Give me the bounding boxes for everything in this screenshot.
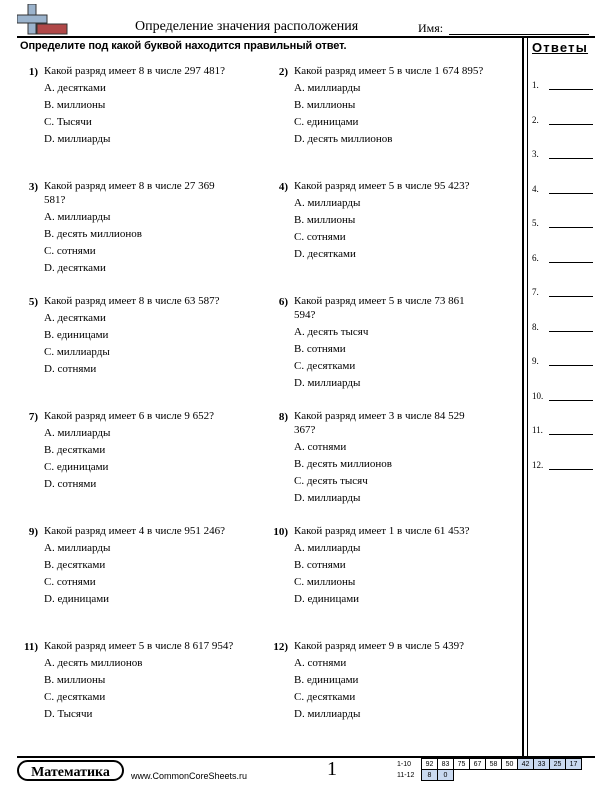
answer-options	[294, 324, 500, 392]
question-number: 5)	[28, 296, 38, 308]
question-number: 4)	[278, 181, 288, 193]
page-number: 1	[327, 758, 337, 780]
answer-options	[44, 425, 250, 493]
answer-option[interactable]: A. десять тысяч	[294, 326, 369, 338]
answer-option[interactable]: C. десятками	[294, 691, 356, 703]
answer-blank[interactable]	[549, 262, 593, 263]
answers-heading: Ответы	[532, 40, 589, 55]
answer-number: 1.	[532, 80, 539, 90]
question-item	[20, 524, 250, 608]
answer-number: 3.	[532, 149, 539, 159]
question-item	[20, 64, 250, 148]
answer-blank[interactable]	[549, 400, 593, 401]
answer-row	[532, 80, 594, 90]
answer-blank[interactable]	[549, 227, 593, 228]
answer-row	[532, 149, 594, 159]
question-item	[270, 639, 500, 723]
question-item	[270, 294, 500, 392]
answer-option[interactable]: D. десятками	[294, 248, 356, 260]
answer-row	[532, 322, 594, 332]
answer-number: 9.	[532, 356, 539, 366]
answer-blank[interactable]	[549, 434, 593, 435]
answer-option[interactable]: D. сотнями	[44, 478, 97, 490]
answer-option[interactable]: C. сотнями	[44, 245, 96, 257]
answer-option[interactable]: D. миллиарды	[294, 377, 361, 389]
answer-option[interactable]: B. миллионы	[294, 99, 356, 111]
question-text: Какой разряд имеет 4 в числе 951 246?	[44, 525, 226, 537]
answer-blank[interactable]	[549, 89, 593, 90]
column-divider	[522, 36, 524, 758]
answer-option[interactable]: B. сотнями	[294, 343, 346, 355]
answer-row	[532, 287, 594, 297]
question-text: Какой разряд имеет 6 в числе 9 652?	[44, 410, 215, 422]
answer-blank[interactable]	[549, 193, 593, 194]
question-item	[20, 179, 250, 277]
question-text: Какой разряд имеет 3 в числе 84 529 367?	[294, 410, 465, 436]
answer-option[interactable]: D. единицами	[44, 593, 110, 605]
score-cell: 33	[534, 759, 550, 770]
answer-row	[532, 425, 594, 435]
question-number: 7)	[28, 411, 38, 423]
answer-option[interactable]: B. миллионы	[294, 214, 356, 226]
answer-option[interactable]: D. десять миллионов	[294, 133, 393, 145]
answer-option[interactable]: C. десятками	[294, 360, 356, 372]
question-number: 1)	[28, 66, 38, 78]
answer-option[interactable]: A. сотнями	[294, 441, 347, 453]
answer-option[interactable]: B. сотнями	[294, 559, 346, 571]
answer-option[interactable]: C. миллиарды	[44, 346, 110, 358]
answer-option[interactable]: C. сотнями	[44, 576, 96, 588]
score-range-label: 1-10	[397, 760, 412, 768]
score-cell: 25	[550, 759, 566, 770]
answer-row	[532, 115, 594, 125]
score-cell: 50	[502, 759, 518, 770]
answer-row	[532, 253, 594, 263]
question-text: Какой разряд имеет 8 в числе 27 369 581?	[44, 180, 215, 206]
answer-options	[44, 80, 250, 148]
answer-option[interactable]: B. единицами	[294, 674, 359, 686]
score-cell: 42	[518, 759, 534, 770]
site-url: www.CommonCoreSheets.ru	[131, 771, 248, 781]
question-text: Какой разряд имеет 5 в числе 73 861 594?	[294, 295, 465, 321]
score-cell: 58	[486, 759, 502, 770]
answer-option[interactable]: D. десятками	[44, 262, 106, 274]
answer-number: 6.	[532, 252, 539, 263]
worksheet-title: Определение значения расположения	[135, 19, 359, 34]
question-text: Какой разряд имеет 5 в числе 1 674 895?	[294, 65, 484, 77]
answer-number: 8.	[532, 321, 539, 332]
question-item	[270, 179, 500, 263]
answer-number: 5.	[532, 218, 539, 228]
answer-option[interactable]: C. единицами	[294, 116, 359, 128]
answer-option[interactable]: C. десять тысяч	[294, 475, 368, 487]
name-label: Имя:	[418, 21, 444, 35]
score-cell: 67	[470, 759, 486, 770]
answer-option[interactable]: B. миллионы	[44, 99, 106, 111]
question-number: 10)	[273, 526, 288, 538]
score-cell: 92	[422, 759, 438, 770]
answer-option[interactable]: A. десятками	[44, 312, 106, 324]
question-text: Какой разряд имеет 9 в числе 5 439?	[294, 640, 465, 652]
plus-minus-logo-icon	[17, 4, 71, 38]
answer-row	[532, 184, 594, 194]
question-item	[270, 409, 500, 507]
answer-options	[44, 540, 250, 608]
answer-option[interactable]: A. миллиарды	[44, 427, 111, 439]
answer-options	[44, 310, 250, 378]
score-range-label: 11-12	[397, 771, 415, 779]
answer-row	[532, 218, 594, 228]
answer-blank[interactable]	[549, 124, 593, 125]
answer-row	[532, 356, 594, 366]
answer-option[interactable]: A. десять миллионов	[44, 657, 143, 669]
answer-option[interactable]: A. десятками	[44, 82, 106, 94]
score-table	[397, 758, 582, 781]
score-cell: 83	[438, 759, 454, 770]
answer-option[interactable]: C. сотнями	[294, 231, 346, 243]
answer-option[interactable]: B. единицами	[44, 329, 109, 341]
answer-option[interactable]: C. Тысячи	[44, 116, 92, 128]
question-number: 2)	[278, 66, 288, 78]
answer-blank[interactable]	[549, 365, 593, 366]
question-number: 3)	[28, 181, 38, 193]
question-number: 8)	[278, 411, 288, 423]
answer-option[interactable]: B. десять миллионов	[44, 228, 142, 240]
answer-number: 10.	[532, 390, 544, 401]
question-number: 6)	[278, 296, 288, 308]
score-cell: 0	[438, 770, 454, 781]
question-text: Какой разряд имеет 5 в числе 8 617 954?	[44, 640, 234, 652]
answer-option[interactable]: A. сотнями	[294, 657, 347, 669]
answer-blank[interactable]	[549, 296, 593, 297]
answer-number: 4.	[532, 183, 539, 194]
name-field-line[interactable]	[449, 34, 589, 35]
answer-number: 12.	[532, 459, 544, 470]
question-item	[20, 294, 250, 378]
answer-option[interactable]: C. миллионы	[294, 576, 356, 588]
score-cell: 17	[566, 759, 582, 770]
answer-row	[532, 460, 594, 470]
column-divider-inner	[527, 36, 528, 758]
answer-blank[interactable]	[549, 331, 593, 332]
answer-option[interactable]: A. миллиарды	[294, 542, 361, 554]
question-number: 11)	[23, 641, 38, 653]
answer-option[interactable]: A. миллиарды	[44, 211, 111, 223]
question-number: 9)	[28, 526, 38, 538]
score-cell: 8	[422, 770, 438, 781]
answer-options	[294, 655, 500, 723]
question-text: Какой разряд имеет 5 в числе 95 423?	[294, 180, 470, 192]
answer-options	[44, 655, 250, 723]
answer-number: 11.	[532, 425, 543, 435]
question-item	[20, 409, 250, 493]
answer-option[interactable]: C. единицами	[44, 461, 109, 473]
answer-row	[532, 391, 594, 401]
answer-number: 7.	[532, 287, 539, 297]
answer-options	[44, 209, 250, 277]
question-text: Какой разряд имеет 1 в числе 61 453?	[294, 525, 470, 537]
answer-blank[interactable]	[549, 469, 593, 470]
answer-option[interactable]: D. миллиарды	[294, 708, 361, 720]
answer-option[interactable]: B. миллионы	[44, 674, 106, 686]
score-row	[397, 759, 582, 770]
answer-option[interactable]: D. единицами	[294, 593, 360, 605]
answer-option[interactable]: C. десятками	[44, 691, 106, 703]
score-cell: 75	[454, 759, 470, 770]
score-row	[397, 770, 582, 781]
top-divider	[17, 36, 595, 38]
answer-blank[interactable]	[549, 158, 593, 159]
answer-option[interactable]: D. Тысячи	[44, 708, 93, 720]
answer-option[interactable]: A. миллиарды	[294, 197, 361, 209]
brand-badge: Математика	[17, 760, 124, 781]
answer-options	[294, 439, 500, 507]
answer-option[interactable]: D. миллиарды	[294, 492, 361, 504]
answer-option[interactable]: B. десятками	[44, 559, 106, 571]
answer-option[interactable]: A. миллиарды	[294, 82, 361, 94]
answer-option[interactable]: D. миллиарды	[44, 133, 111, 145]
answer-option[interactable]: D. сотнями	[44, 363, 97, 375]
question-item	[20, 639, 250, 723]
question-item	[270, 524, 500, 608]
answer-option[interactable]: B. десять миллионов	[294, 458, 392, 470]
answer-option[interactable]: B. десятками	[44, 444, 106, 456]
answer-option[interactable]: A. миллиарды	[44, 542, 111, 554]
answer-number: 2.	[532, 114, 539, 125]
question-text: Какой разряд имеет 8 в числе 297 481?	[44, 65, 226, 77]
question-item	[270, 64, 500, 148]
question-text: Какой разряд имеет 8 в числе 63 587?	[44, 295, 220, 307]
answer-options	[294, 540, 500, 608]
question-number: 12)	[273, 641, 288, 653]
instructions: Определите под какой буквой находится правильный ответ.	[20, 40, 347, 52]
answer-options	[294, 80, 500, 148]
answer-options	[294, 195, 500, 263]
